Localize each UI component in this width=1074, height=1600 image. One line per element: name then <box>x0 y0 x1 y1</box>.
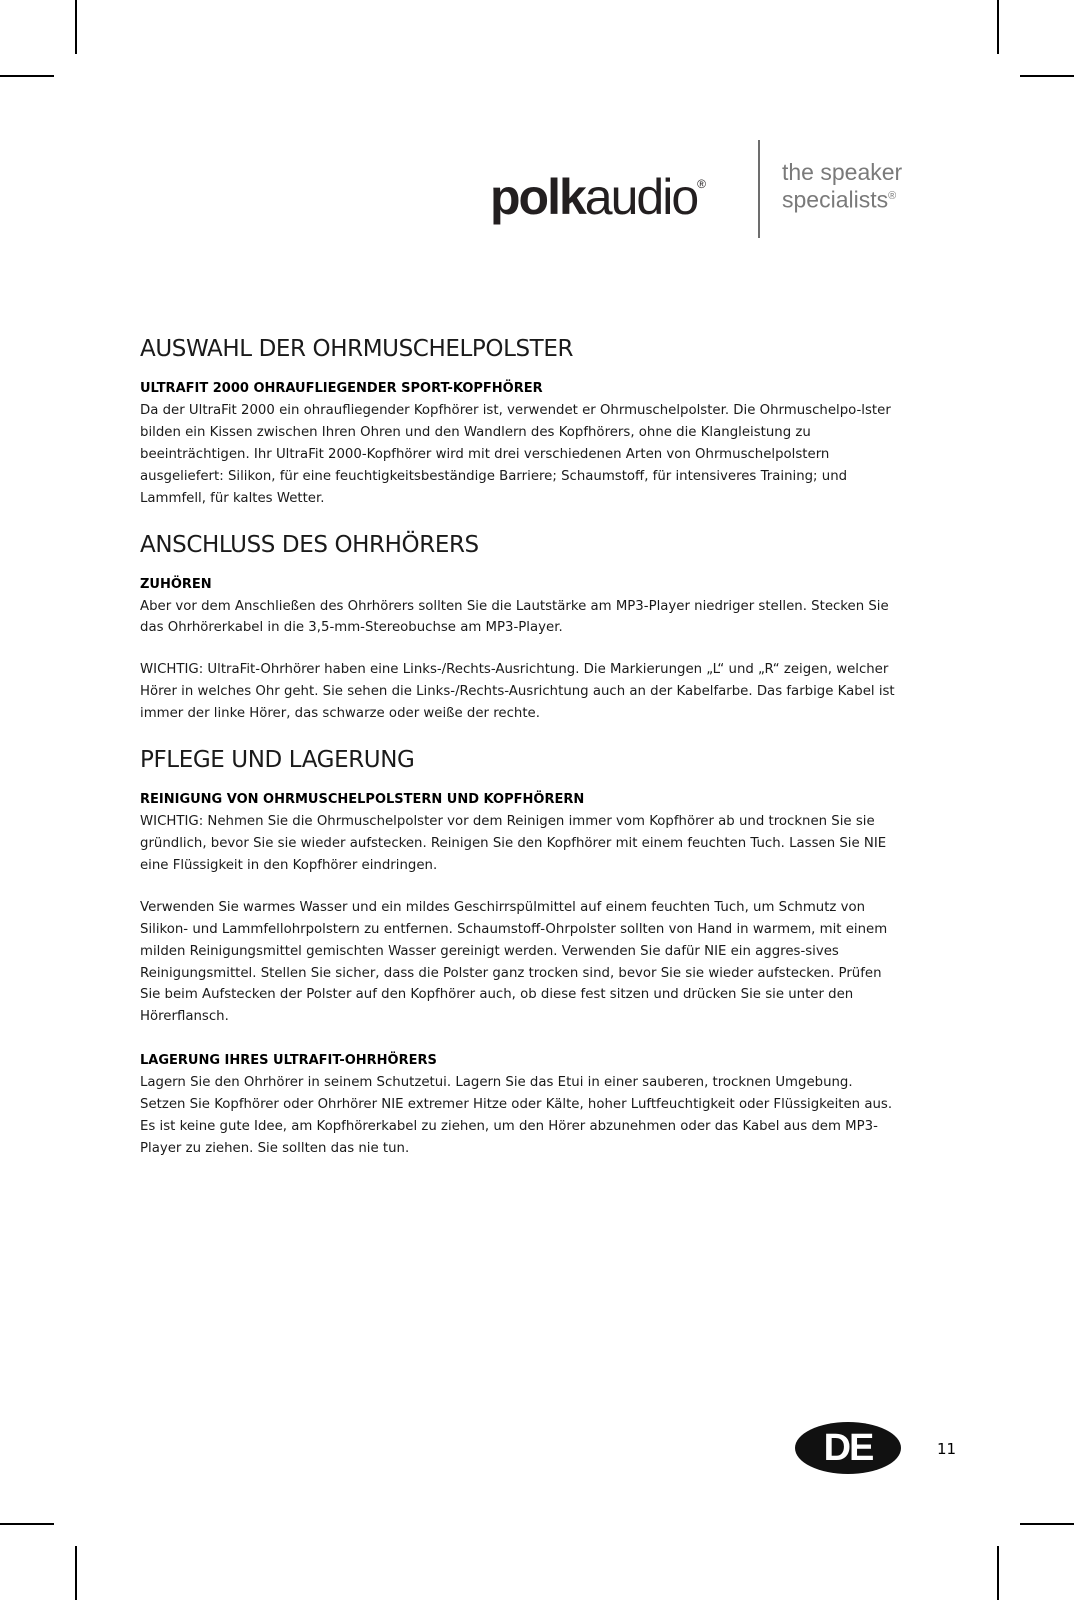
tagline-line-2-text: specialists <box>782 186 889 213</box>
tagline-line-2 <box>782 184 902 212</box>
logo-divider <box>758 140 760 238</box>
section-paragraph: WICHTIG: Nehmen Sie die Ohrmuschelpolster vor dem Reinigen immer vom Kopfhörer ab und trocknen Sie sie gründlich, bevor Sie sie wieder aufstecken. Reinigen Sie den Kopfhörer mit einem feuchten Tuch. Lassen Sie NIE eine Flüssigkeit in den Kopfhörer eindringen. <box>140 814 887 873</box>
section-heading: ANSCHLUSS DES OHRHÖRERS <box>140 531 479 558</box>
section-heading: PFLEGE UND LAGERUNG <box>140 747 415 774</box>
crop-mark-bottom-left-horizontal <box>0 1523 54 1525</box>
page-number: 11 <box>937 1440 957 1458</box>
logo-word-audio: audio <box>584 169 698 225</box>
crop-mark-top-left-horizontal <box>0 75 54 77</box>
language-badge: DE <box>795 1422 901 1474</box>
section-subheading: ULTRAFIT 2000 OHRAUFLIEGENDER SPORT-KOPFHÖRER <box>140 381 543 396</box>
logo-tagline <box>782 160 902 212</box>
crop-mark-bottom-right-horizontal <box>1020 1523 1074 1525</box>
crop-mark-bottom-right-vertical <box>997 1546 999 1600</box>
section-care-storage <box>140 747 902 1160</box>
crop-mark-top-right-vertical <box>997 0 999 54</box>
section-ear-cushions <box>140 336 902 510</box>
section-paragraph: Aber vor dem Anschließen des Ohrhörers sollten Sie die Lautstärke am MP3-Player niedriger stellen. Stecken Sie das Ohrhörerkabel in die 3,5-mm-Stereobuchse am MP3-Player. <box>140 598 889 636</box>
crop-mark-top-left-vertical <box>75 0 77 54</box>
section-heading: AUSWAHL DER OHRMUSCHELPOLSTER <box>140 336 574 362</box>
section-connecting-earphones <box>140 532 902 726</box>
section-paragraph: Verwenden Sie warmes Wasser und ein mildes Geschirrspülmittel auf einem feuchten Tuch, um Schmutz von Silikon- und Lammfellohrpolstern zu entfernen. Schaumstoff-Ohrpolster sollten von Hand in warmem, mit einem milden Reinigungsmittel gemischten Wasser gereinigt werden. Verwenden Sie dafür NIE ein aggres-sives Reinigungsmittel. Stellen Sie sicher, dass die Polster ganz trocken sind, bevor Sie sie wieder aufstecken. Prüfen Sie beim Aufstecken der Polster auf den Kopfhörer auch, ob diese fest sitzen und drücken Sie sie unter den Hörerflansch. <box>140 899 888 1025</box>
logo-wordmark <box>490 168 706 226</box>
section-subheading: ZUHÖREN <box>140 576 212 592</box>
section-paragraph: WICHTIG: UltraFit-Ohrhörer haben eine Links-/Rechts-Ausrichtung. Die Markierungen „L“ und „R“ zeigen, welcher Hörer in welches Ohr geht. Sie sehen die Links-/Rechts-Ausrichtung auch an der Kabelfarbe. Das farbige Kabel ist immer der linke Hörer, das schwarze oder weiße der rechte. <box>140 662 895 722</box>
crop-mark-bottom-left-vertical <box>75 1546 77 1600</box>
crop-mark-top-right-horizontal <box>1020 75 1074 77</box>
logo-registered-mark: ® <box>697 177 706 191</box>
tagline-line-1: the speaker <box>782 159 903 185</box>
section-subheading: REINIGUNG VON OHRMUSCHELPOLSTERN UND KOPFHÖRERN <box>140 792 585 808</box>
document-body <box>140 336 902 1160</box>
logo-word-polk: polk <box>490 169 585 225</box>
section-paragraph: Da der UltraFit 2000 ein ohraufliegender Kopfhörer ist, verwendet er Ohrmuschelpolster. Die Ohrmuschelpo-lster bilden ein Kissen zwischen Ihren Ohren und den Wandlern des Kopfhörers, ohne die Klangleistung zu beeinträchtigen. Ihr UltraFit 2000-Kopfhörer wird mit drei verschiedenen Arten von Ohrmuschelpolstern ausgeliefert: Silikon, für eine feuchtigkeitsbeständige Barriere; Schaumstoff, für intensiveres Training; und Lammfell, für kaltes Wetter. <box>140 403 891 506</box>
tagline-registered-mark: ® <box>888 190 897 202</box>
section-subheading: LAGERUNG IHRES ULTRAFIT-OHRHÖRERS <box>140 1053 437 1069</box>
section-paragraph: Lagern Sie den Ohrhörer in seinem Schutzetui. Lagern Sie das Etui in einer sauberen, trocknen Umgebung. Setzen Sie Kopfhörer oder Ohrhörer NIE extremer Hitze oder Kälte, hoher Luftfeuchtigkeit oder Flüssigkeiten aus. Es ist keine gute Idee, am Kopfhörerkabel zu ziehen, um den Hörer abzunehmen oder das Kabel aus dem MP3-Player zu ziehen. Sie sollten das nie tun. <box>140 1075 893 1156</box>
